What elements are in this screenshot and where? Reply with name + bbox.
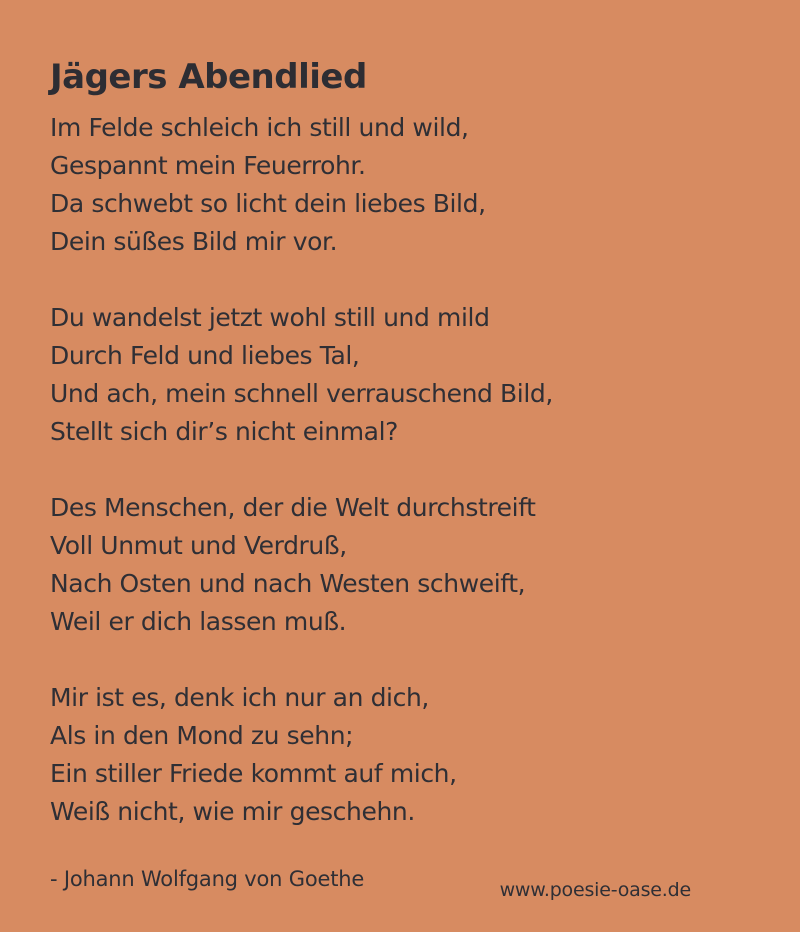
poem-line: Dein süßes Bild mir vor. xyxy=(50,227,338,256)
poem-line: Im Felde schleich ich still und wild, xyxy=(50,113,469,142)
stanza-4 xyxy=(50,679,750,831)
poem-line: Du wandelst jetzt wohl still und mild xyxy=(50,303,490,332)
poem-line: Gespannt mein Feuerrohr. xyxy=(50,151,366,180)
poem-title: Jägers Abendlied xyxy=(50,57,367,97)
poem-line: Als in den Mond zu sehn; xyxy=(50,721,354,750)
poem-line: Und ach, mein schnell verrauschend Bild, xyxy=(50,379,553,408)
poem-line: Durch Feld und liebes Tal, xyxy=(50,341,360,370)
poem-line: Da schwebt so licht dein liebes Bild, xyxy=(50,189,486,218)
poem-line: Weiß nicht, wie mir geschehn. xyxy=(50,797,415,826)
stanza-2 xyxy=(50,299,750,451)
poem-line: Stellt sich dir’s nicht einmal? xyxy=(50,417,399,446)
poem-line: Mir ist es, denk ich nur an dich, xyxy=(50,683,429,712)
stanza-3 xyxy=(50,489,750,641)
website-url: www.poesie-oase.de xyxy=(499,879,691,901)
poem-line: Weil er dich lassen muß. xyxy=(50,607,347,636)
poem-line: Des Menschen, der die Welt durchstreift xyxy=(50,493,536,522)
poem-line: Nach Osten und nach Westen schweift, xyxy=(50,569,526,598)
poem-line: Ein stiller Friede kommt auf mich, xyxy=(50,759,457,788)
poem-line: Voll Unmut und Verdruß, xyxy=(50,531,347,560)
poem-author: - Johann Wolfgang von Goethe xyxy=(50,867,365,891)
stanza-1 xyxy=(50,109,750,261)
